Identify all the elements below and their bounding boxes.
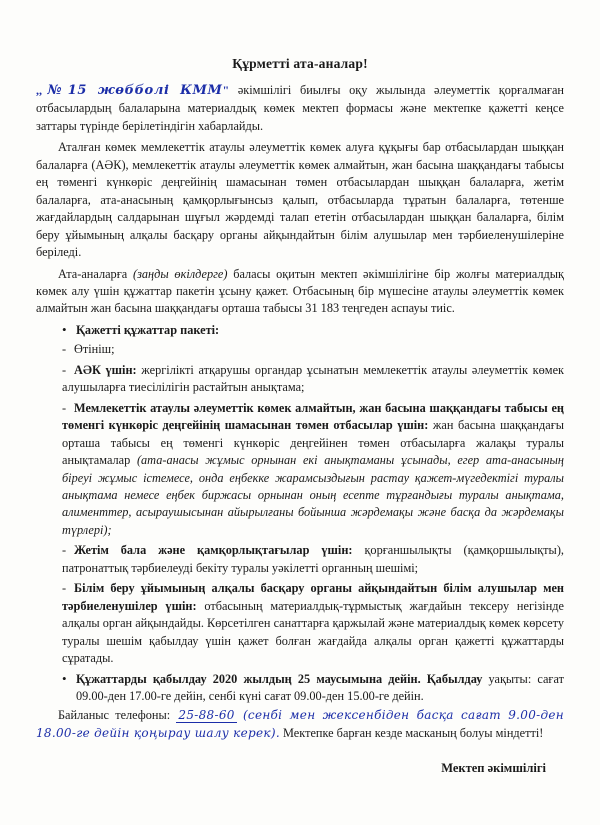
orphan-label: Жетім бала және қамқорлықтағылар үшін: xyxy=(74,543,353,558)
quote-close-mark: " xyxy=(222,83,230,97)
list-item-statement xyxy=(36,341,564,358)
list-item-collegial xyxy=(36,580,564,667)
statement-label: Өтініш; xyxy=(74,342,115,357)
collegial-label: Білім беру ұйымының алқалы басқару органы айқындайтын білім алушылар мен тәрбиеленушілер үшін: xyxy=(62,581,564,613)
deadline-bullet-list xyxy=(36,671,564,706)
list-item-deadline xyxy=(36,671,564,706)
contact-label: Байланыс телефоны: xyxy=(58,708,171,723)
paragraph-parents-tail: баласы оқитын мектеп әкімшілігіне бір жолғы материалдық көмек алу үшін құжаттар пакетін ұсыну қажет. Отбасының бір мүшесіне атаулы әлеуметтік көмек алмайтын жан басына шаққандағы орташа табысы 31 183 теңгеден аспауы тиіс. xyxy=(36,266,564,316)
signature-line: Мектеп әкімшілігі xyxy=(441,761,546,776)
collegial-text: отбасының материалдық-тұрмыстық жағдайын тексеру негізінде алқалы орган айқындайды. Көрсетілген санаттарға қаржылай және материалдық көмек көрсету туралы шешім қабылдау үшін қажет болған жағдайда алқалы орган қажетті құжаттарды сұратады. xyxy=(62,598,564,666)
deadline-text: уақыты: сағат 09.00-ден 17.00-ге дейін, сенбі күні сағат 09.00-ден 15.00-ге дейін. xyxy=(76,671,564,703)
low-income-note: (ата-анасы жұмыс орнынан екі анықтаманы ұсынады, егер ата-анасының біреуі жұмыс істемесе, онда еңбекке жарамсыздығын растау қажет-мүгедектігі туралы анықтама немесе еңбек биржасы орнынан оның есепте тұрғандығы туралы анықтама, алименттер, асыраушысынан айырылғаны бойынша жәрдемақы және басқа да жәрдемақы түрлері); xyxy=(62,453,564,537)
contact-line xyxy=(36,707,564,743)
dash-marker: - xyxy=(62,400,67,415)
list-item-aak xyxy=(36,362,564,397)
orphan-text: қорғаншылықты (қамқоршылықты), патронаттық тәрбиелеуді бекіту туралы уәкілетті органның шешімі; xyxy=(62,543,564,575)
contact-tail: Мектепке барған кезде масканың болуы міндетті! xyxy=(279,726,544,741)
dash-marker: - xyxy=(62,362,67,377)
low-income-text: жан басына шаққандағы орташа табысы ең төменгі күнкөріс деңгейінен төмен отбасыларға жалақы туралы анықтамалар xyxy=(62,418,564,468)
dash-marker: - xyxy=(62,342,67,357)
paragraph-parents-italic: (заңды өкілдерге) xyxy=(132,266,228,281)
intro-paragraph xyxy=(36,82,564,135)
required-documents-label: Қажетті құжаттар пакеті: xyxy=(76,322,220,337)
intro-text: әкімшілігі биылғы оқу жылында әлеуметтік қорғалмаған отбасылардың балаларына материалдық көмек мектеп формасы және мектепке қажетті кеңсе заттары түрінде берілетіндігін хабарлайды. xyxy=(36,83,564,133)
aak-label: АӘК үшін: xyxy=(74,362,137,377)
paragraph-parents xyxy=(36,266,564,318)
paragraph-eligibility: Аталған көмек мемлекеттік атаулы әлеуметтік көмек алуға құқығы бар отбасылардан шыққан балаларға (АӘК), мемлекеттік атаулы әлеуметтік көмек алмайтын, жан басына шаққандағы табысы ең төменгі күнкөріс деңгейінің шамасынан төмен отбасылардан шыққан балаларға, жетім балаларға, ата-анасының қамқорлығынсыз қалып, отбасыларда тұратын балаларға, төтенше жағдайлардың салдарынан шұғыл жәрдемді талап ететін отбасылардан шыққан балаларға, білім беру ұйымының алқалы басқару органы айқындайтын білім алушылар мен тәрбиеленушілеріне беріледі. xyxy=(36,140,564,260)
paragraph-parents-lead: Ата-аналарға xyxy=(58,266,133,281)
list-item-orphan xyxy=(36,542,564,577)
aak-text: жергілікті атқарушы органдар ұсынатын мемлекеттік атаулы әлеуметтік көмек алушыларға тиесілілігін растайтын анықтама; xyxy=(62,362,564,395)
list-item-low-income xyxy=(36,400,564,540)
documents-sub-list xyxy=(36,341,564,667)
contact-phone-number: 25-88-60 xyxy=(178,708,235,723)
documents-bullet-list xyxy=(36,322,564,339)
handwritten-organization: №15 жөбболі КММ xyxy=(42,83,223,98)
contact-note: (сенбі мен жексенбіден басқа сағат 9.00-ден 18.00-ге дейін қоңырау шалу керек). xyxy=(36,708,565,741)
page-title: Құрметті ата-аналар! xyxy=(232,56,368,71)
dash-marker: - xyxy=(62,543,67,558)
quote-open-mark: ,, xyxy=(36,83,42,97)
dash-marker: - xyxy=(62,581,67,596)
low-income-label: Мемлекеттік атаулы әлеуметтік көмек алмайтын, жан басына шаққандағы табысы ең төменгі күнкөріс деңгейінің шамасынан төмен отбасылар үшін: xyxy=(62,400,564,433)
deadline-label: Құжаттарды қабылдау 2020 жылдың 25 маусымына дейін. Қабылдау xyxy=(76,671,483,686)
list-item-required-documents xyxy=(36,322,564,339)
